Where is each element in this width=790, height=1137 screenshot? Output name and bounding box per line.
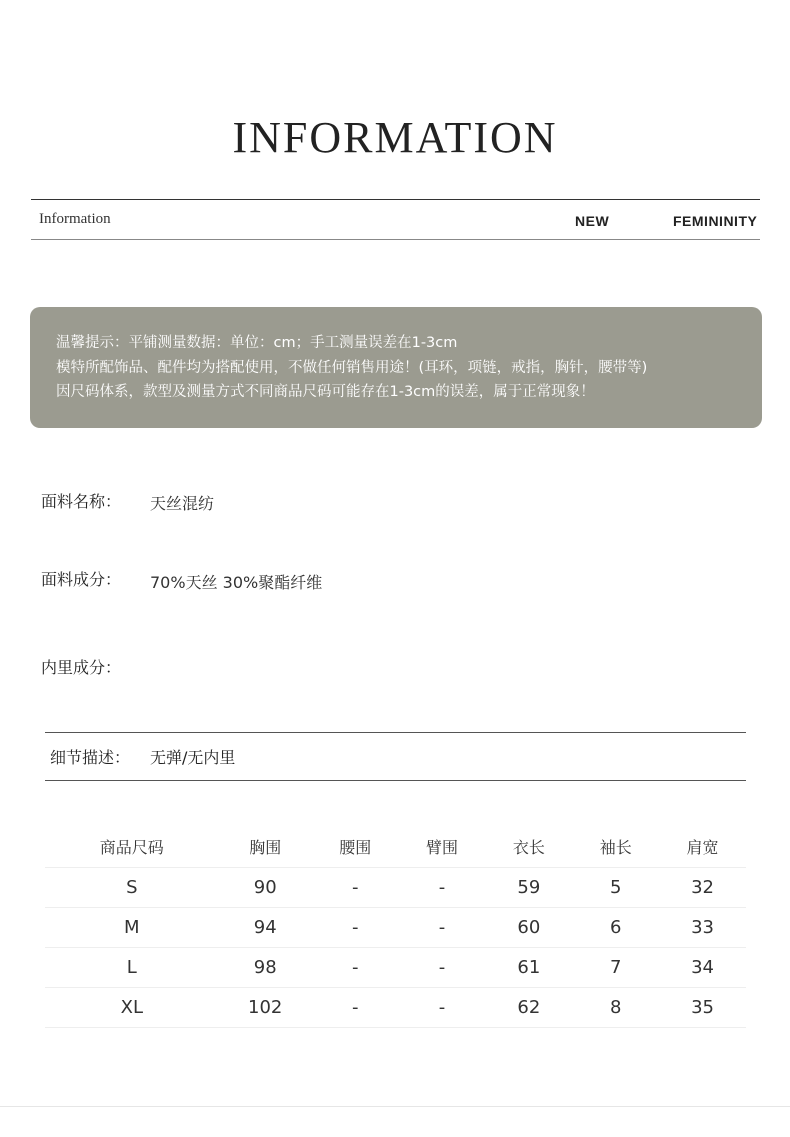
fabric-composition-value: 70%天丝 30%聚酯纤维 (150, 573, 323, 592)
header-waist: 腰围 (312, 826, 399, 868)
detail-top-rule (45, 732, 746, 733)
footer-divider (0, 1106, 790, 1107)
table-cell: 32 (659, 868, 746, 908)
notice-line-1: 温馨提示：平铺测量数据：单位：cm；手工测量误差在1-3cm (56, 335, 458, 351)
table-cell: 102 (219, 988, 312, 1028)
table-cell: 35 (659, 988, 746, 1028)
size-table (45, 826, 746, 1028)
table-cell: 59 (485, 868, 572, 908)
lining-composition-label: 内里成分： (41, 658, 122, 677)
fabric-name-label: 面料名称： (41, 492, 122, 511)
header-bust: 胸围 (219, 826, 312, 868)
fabric-composition-label: 面料成分： (41, 570, 122, 589)
fabric-name-value: 天丝混纺 (150, 494, 215, 513)
table-row (45, 908, 746, 948)
table-cell: - (312, 908, 399, 948)
table-cell: 94 (219, 908, 312, 948)
table-cell: - (312, 868, 399, 908)
notice-line-2: 模特所配饰品、配件均为搭配使用，不做任何销售用途！(耳环，项链，戒指，胸针，腰带等) (56, 359, 648, 376)
table-row (45, 948, 746, 988)
subheader-new: NEW (575, 213, 610, 229)
table-row (45, 868, 746, 908)
header-shoulder: 肩宽 (659, 826, 746, 868)
table-cell: 7 (572, 948, 659, 988)
detail-label: 细节描述： (50, 748, 131, 767)
table-cell: 62 (485, 988, 572, 1028)
table-cell: 61 (485, 948, 572, 988)
table-cell: - (399, 908, 486, 948)
table-cell: 6 (572, 908, 659, 948)
table-cell: - (399, 868, 486, 908)
table-cell: M (45, 908, 219, 948)
page-title: INFORMATION (232, 113, 558, 162)
table-cell: 60 (485, 908, 572, 948)
detail-value: 无弹/无内里 (150, 748, 236, 767)
size-table-header-row (45, 826, 746, 868)
table-cell: 90 (219, 868, 312, 908)
table-row (45, 988, 746, 1028)
table-cell: XL (45, 988, 219, 1028)
subheader-information: Information (39, 211, 111, 227)
measurement-notice (30, 307, 762, 428)
header-sleeve: 袖长 (572, 826, 659, 868)
table-cell: 98 (219, 948, 312, 988)
table-cell: L (45, 948, 219, 988)
table-cell: - (399, 988, 486, 1028)
header-bottom-rule (31, 239, 760, 240)
table-cell: 33 (659, 908, 746, 948)
header-length: 衣长 (485, 826, 572, 868)
table-cell: 8 (572, 988, 659, 1028)
table-cell: - (312, 948, 399, 988)
table-cell: - (399, 948, 486, 988)
header-size: 商品尺码 (45, 826, 219, 868)
table-cell: - (312, 988, 399, 1028)
header-arm: 臂围 (399, 826, 486, 868)
notice-line-3: 因尺码体系，款型及测量方式不同商品尺码可能存在1-3cm的误差，属于正常现象！ (56, 384, 595, 400)
subheader-femininity: FEMININITY (673, 213, 758, 229)
detail-bottom-rule (45, 780, 746, 781)
header-top-rule (31, 199, 760, 200)
table-cell: 34 (659, 948, 746, 988)
table-cell: S (45, 868, 219, 908)
table-cell: 5 (572, 868, 659, 908)
